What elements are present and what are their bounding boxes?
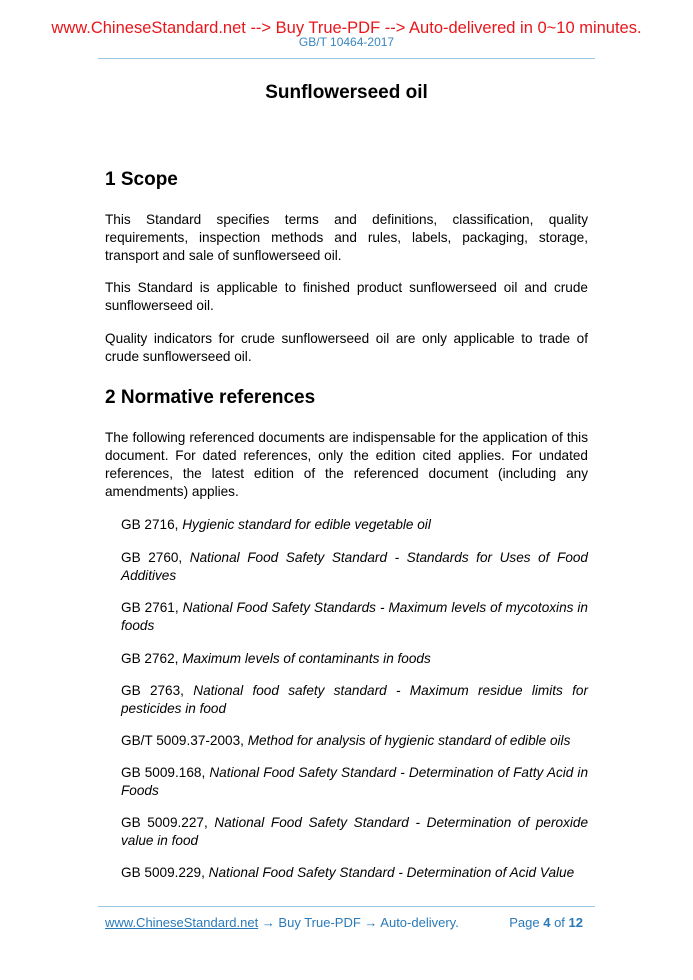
reference-code: GB 5009.227,: [121, 815, 215, 830]
reference-item: [121, 732, 588, 750]
section-heading-scope: 1 Scope: [105, 169, 178, 190]
paragraph: The following referenced documents are indispensable for the application of this document. For dated references, only the edition cited applies. For undated references, the latest edition of the referenced document (including any amendments) applies.: [105, 430, 588, 499]
footer-divider: [98, 906, 595, 907]
footer-text: → Buy True-PDF → Auto-delivery.: [258, 915, 459, 930]
promo-banner[interactable]: www.ChineseStandard.net --> Buy True-PDF --> Auto-delivered in 0~10 minutes.: [51, 19, 642, 37]
reference-title: National Food Safety Standard - Standards for Uses of Food Additives: [121, 550, 588, 583]
reference-item: [121, 599, 588, 635]
reference-code: GB/T 5009.37-2003,: [121, 733, 248, 748]
paragraph: This Standard specifies terms and definitions, classification, quality requirements, inspection methods and rules, labels, packaging, storage, transport and sale of sunflowerseed oil.: [105, 212, 588, 263]
paragraph: This Standard is applicable to finished product sunflowerseed oil and crude sunflowerseed oil.: [105, 280, 588, 313]
reference-title: Maximum levels of contaminants in foods: [182, 651, 431, 666]
reference-code: GB 5009.168,: [121, 765, 210, 780]
reference-item: [121, 650, 588, 668]
footer-link[interactable]: www.ChineseStandard.net: [105, 915, 259, 930]
reference-item: [121, 814, 588, 850]
reference-code: GB 2761,: [121, 600, 183, 615]
section-heading-normative-references: 2 Normative references: [105, 387, 316, 408]
reference-title: Hygienic standard for edible vegetable oil: [182, 517, 431, 532]
page-label: Page: [509, 915, 544, 930]
reference-item: [121, 549, 588, 585]
page-title: Sunflowerseed oil: [265, 82, 428, 103]
reference-item: [121, 764, 588, 800]
paragraph: Quality indicators for crude sunflowerseed oil are only applicable to trade of crude sunflowerseed oil.: [105, 331, 588, 364]
reference-title: National Food Safety Standard - Determination of Acid Value: [208, 865, 575, 880]
reference-title: National Food Safety Standard - Determination of Fatty Acid in Foods: [121, 765, 589, 798]
reference-item: [121, 682, 588, 718]
reference-code: GB 5009.229,: [121, 865, 209, 880]
page-number: [509, 915, 583, 930]
reference-title: National food safety standard - Maximum residue limits for pesticides in food: [121, 683, 588, 716]
reference-code: GB 2760,: [121, 550, 190, 565]
reference-title: Method for analysis of hygienic standard of edible oils: [247, 733, 571, 748]
reference-title: National Food Safety Standards - Maximum levels of mycotoxins in foods: [121, 600, 588, 633]
reference-code: GB 2716,: [121, 517, 183, 532]
total-pages: 12: [568, 915, 583, 930]
reference-item: [121, 516, 588, 534]
reference-code: GB 2763,: [121, 683, 194, 698]
current-page: 4: [543, 915, 551, 930]
header-divider: [98, 58, 595, 59]
of-label: of: [550, 915, 569, 930]
reference-code: GB 2762,: [121, 651, 183, 666]
reference-title: National Food Safety Standard - Determination of peroxide value in food: [121, 815, 589, 848]
footer: [105, 915, 583, 930]
standard-code: GB/T 10464-2017: [298, 35, 395, 49]
reference-item: [121, 864, 588, 882]
